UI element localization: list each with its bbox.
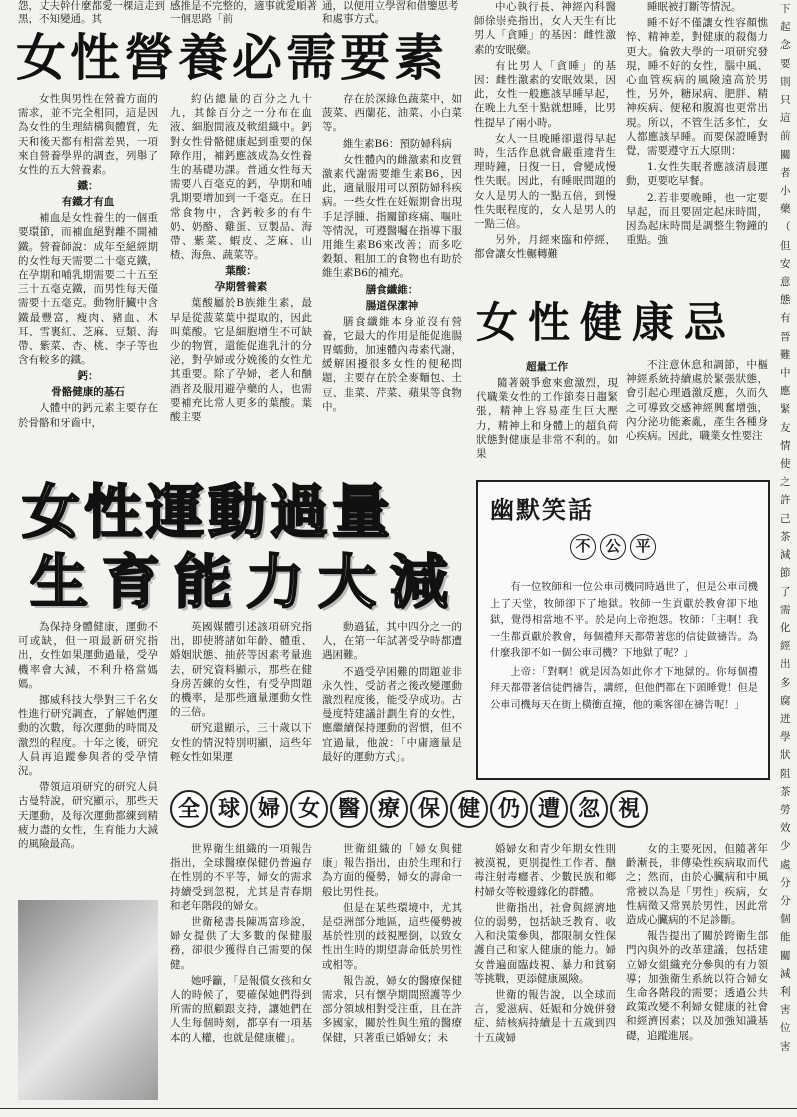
sleep-col2-top: 睡眠被打斷等情況。 xyxy=(647,1,742,13)
right-strip-char: 能 xyxy=(780,931,791,944)
right-strip-char: 緊 xyxy=(780,403,791,416)
article1-col2 xyxy=(170,92,312,472)
right-strip-char: 分 xyxy=(780,876,791,889)
right-strip-char: 害 xyxy=(780,1040,791,1053)
humor-title-char: 公 xyxy=(600,534,626,560)
article4-title-char: 婦 xyxy=(250,790,288,828)
humor-box xyxy=(476,480,770,780)
article4-title-char: 球 xyxy=(210,790,248,828)
sleep-col1-top: 中心執行長、神經內科醫師徐崇堯指出，女人天生有比男人「貪睡」的基因：雌性激素的安眠藥。 xyxy=(474,1,616,56)
right-strip-char: 關 xyxy=(780,148,791,161)
article4-col4-b: 報告提出了關於跨衛生部門內與外的改革建議，包括建立婦女組織充分參與的有力領導；加強衛生系統以符合婦女生命各階段的需要；透過公共政策改變不利婦女健康的社會和經濟因素；以及加強知識基礎，追蹤進展。 xyxy=(626,930,768,1042)
article4-col1-c: 她呼籲，「是報償女孩和女人的時候了，要確保她們得到所需的照顧跟支持，讓她們在人生每個時刻，都享有一項基本的人權，也就是健康權」。 xyxy=(170,974,312,1044)
right-strip-char: 應 xyxy=(780,385,791,398)
article3-col3-b: 不過受孕困難的問題並非永久性，受訪者之後改變運動激烈程度後，能受孕成功。古曼度特建議計劃生育的女性，應繼續保持運動的習慣，但不宜過量，他說：「中庸適量是最好的運動方式」。 xyxy=(322,665,462,763)
right-strip-char: 則 xyxy=(780,75,791,88)
right-edge-strip xyxy=(780,0,797,1110)
top-fragment-1: 怨，丈夫幹什麼都愛一棵這走到黑，不知變通。其 xyxy=(18,0,165,25)
right-strip-char: 中 xyxy=(780,367,791,380)
article1-sub-fiber: 膳食纖維： xyxy=(365,283,419,296)
article1-sub-iron: 鐵： xyxy=(77,180,99,193)
article1-title: 女性營養必需要素 xyxy=(16,29,448,87)
right-strip-char: 勞 xyxy=(780,803,791,816)
article2-title: 女性健康忌 xyxy=(476,298,737,347)
right-strip-char: 但 xyxy=(780,239,791,252)
article4-title-char: 忽 xyxy=(570,790,608,828)
article3-col2-a: 英國媒體引述該項研究指出，即使將諸如年齡、體重、婚姻狀態、抽菸等因素考量進去，研究資料顯示，那些在健身房苦練的女性，有受孕問題的機率，是那些適量運動女性的三倍。 xyxy=(170,621,312,719)
article4-col2-a: 世衛組織的「婦女與健康」報告指出，由於生理和行為方面的優勢，婦女的壽命一般比男性長。 xyxy=(322,843,462,898)
right-strip-char: 友 xyxy=(780,421,791,434)
right-strip-char: 起 xyxy=(780,21,791,34)
article1-sub-folate: 葉酸： xyxy=(225,265,257,278)
right-strip-char: 分 xyxy=(780,894,791,907)
article4-title-char: 健 xyxy=(450,790,488,828)
article2-col2-text: 不注意休息和調節，中樞神經系統持續處於緊張狀態，會引起心理過激反應，久而久之可導致交感神經興奮增強，內分泌功能紊亂，產生各種身心疾病。因此，職業女性要注 xyxy=(626,359,768,443)
article1-sub-iron-desc: 有鐵才有血 xyxy=(61,196,115,209)
article1-sub-calcium: 鈣： xyxy=(77,370,99,383)
right-strip-char: 需 xyxy=(780,603,791,616)
article4-col3 xyxy=(474,842,616,1102)
sleep-col2-c: 2.若非要晚睡，也一定要早起，而且要固定起床時間，因為起床時間是調整生物鐘的重點。強 xyxy=(626,191,768,247)
article1-b6-text: 女性體內的雌激素和皮質激素代謝需要維生素B6，因此，適量服用可以預防婦科疾病。一些女性在妊娠期會出現手足浮腫、指關節疼痛、嘔吐等情況，可遵醫囑在指導下服用維生素B6來改善；而多吃穀類、粗加工的食物也有助於維生素B6的補充。 xyxy=(322,153,462,280)
article4-title-char: 遭 xyxy=(530,790,568,828)
right-strip-char: 己 xyxy=(780,512,791,525)
article4-title-char: 視 xyxy=(610,790,648,828)
article2-col1 xyxy=(476,358,618,470)
article4-title-char: 全 xyxy=(170,790,208,828)
right-strip-char: 使 xyxy=(780,458,791,471)
right-strip-char: 者 xyxy=(780,166,791,179)
right-strip-char: 念 xyxy=(780,39,791,52)
sleep-col1 xyxy=(474,0,616,280)
article4-col1 xyxy=(170,842,312,1102)
right-strip-char: 出 xyxy=(780,658,791,671)
article4-title-char: 療 xyxy=(370,790,408,828)
article1-calcium-text: 人體中的鈣元素主要存在於骨骼和牙齒中， xyxy=(18,402,158,429)
right-strip-char: 了 xyxy=(780,585,791,598)
right-strip-char: 狀 xyxy=(780,749,791,762)
right-strip-char: 這 xyxy=(780,112,791,125)
humor-title-char: 平 xyxy=(630,534,656,560)
right-strip-char: 茶 xyxy=(780,785,791,798)
sleep-col2-a: 睡不好不僅讓女性容顏憔悴、精神差，對健康的殺傷力更大。倫敦大學的一項研究發現，睡不好的女性，腦中風、心血管疾病的風險遠高於男性，另外，糖尿病、肥胖、精神疾病、便秘和腹瀉也更常出現。所以，不管生活多忙，女人都應該早睡。而要保證睡對覺，需要遵守五大原則： xyxy=(626,17,768,158)
humor-p2: 上帝：「對啊！就是因為如此你才下地獄的。你每個禮拜天都帶著信徒們禱告，講經，但他們都在下頭睡覺！但是公車司機每天在街上橫衝直撞，他的乘客卻在禱告呢！」 xyxy=(490,666,758,711)
article4-col1-a: 世界衛生組織的一項報告指出，全球醫療保健仍普遍存在性別的不平等，婦女的需求持續受到忽視，尤其是青春期和老年階段的婦女。 xyxy=(170,843,312,912)
article3-col1-a: 為保持身體健康，運動不可或缺，但一項最新研究指出，女性如果運動過量，受孕機率會大減，不利升格當媽媽。 xyxy=(18,621,158,690)
right-strip-char: 小 xyxy=(780,185,791,198)
right-strip-char: 利 xyxy=(780,985,791,998)
top-fragment-2: 感推是不完整的，適事就愛順著一個思路「前 xyxy=(170,0,317,25)
article4-col3-b: 世衛指出，社會與經濟地位的弱勢，包括缺乏教育、收入和決策參與，都限制女性保護自己和家人健康的能力。婦女普遍面臨歧視、暴力和貧窮等挑戰，更添健康風險。 xyxy=(474,901,616,985)
right-strip-char: 有 xyxy=(780,312,791,325)
article1-intro: 女性與男性在營養方面的需求，並不完全相同，這是因為女性的生理結構與體質，先天和後天都有相當差異，一項來自營養學界的調查，列舉了女性的五大營養素。 xyxy=(18,93,158,177)
right-strip-char: 只 xyxy=(780,94,791,107)
right-strip-char: 意 xyxy=(780,276,791,289)
article4-title-char: 保 xyxy=(410,790,448,828)
right-strip-char: 藥 xyxy=(780,203,791,216)
article4-title-char: 仍 xyxy=(490,790,528,828)
right-strip-char: 經 xyxy=(780,640,791,653)
article1-fiber-text: 膳食纖維本身並沒有營養，它最大的作用是能促進腸胃蠕動，加速體內毒素代謝，緩解困擾很多女性的便秘問題，主要存在於全麥麵包、土豆、韭菜、芹菜、蘋果等食物中。 xyxy=(322,315,462,413)
article3-col2-b: 研究還顯示，三十歲以下女性的情況特別明顯，這些年輕女性如果運 xyxy=(170,722,312,763)
right-strip-char: 節 xyxy=(780,567,791,580)
article4-col2-c: 報告說，婦女的醫療保健需求，只有懷孕期間照護等少部分領域相對受注重，且在許多國家，關於性與生殖的醫療保健，只著重已婚婦女；未 xyxy=(322,974,462,1044)
article3-col2 xyxy=(170,620,312,790)
article4-col2-b: 但是在某些環境中，尤其是亞洲部分地區，這些優勢被基於性別的歧視壓倒，以致女性出生時的期望壽命低於男性或相等。 xyxy=(322,901,462,971)
article1-col3 xyxy=(322,92,462,472)
right-strip-char: 害 xyxy=(780,1004,791,1017)
article3-col1 xyxy=(18,620,158,890)
sleep-col1-c: 另外，月經來臨和停經，都會讓女性輾轉難 xyxy=(474,234,616,261)
article4-col2 xyxy=(322,842,462,1102)
right-strip-char: 處 xyxy=(780,858,791,871)
right-strip-char: 減 xyxy=(780,967,791,980)
article1-sub-fiber-desc: 腸道保潔神 xyxy=(365,299,419,312)
right-strip-char: 情 xyxy=(780,439,791,452)
humor-text xyxy=(490,580,758,776)
bottom-rule xyxy=(0,1108,797,1109)
right-strip-char: 許 xyxy=(780,494,791,507)
article1-b6-heading: 維生素B6：預防婦科病 xyxy=(343,137,452,150)
right-strip-char: 位 xyxy=(780,1022,791,1035)
right-strip-char: 之 xyxy=(780,476,791,489)
article1-sub-calcium-desc: 骨骼健康的基石 xyxy=(51,386,125,399)
right-strip-char: 腐 xyxy=(780,694,791,707)
humor-p1: 有一位牧師和一位公車司機同時過世了，但是公車司機上了天堂，牧師卻下了地獄。牧師一生貢獻於教會卻下地獄，覺得相當地不平。於是向上帝抱怨。牧師：「主啊！我一生都貢獻於教會，每個禮拜天都帶著您的信徒做禱告。為什麼我卻不如一個公車司機？下地獄了呢？」 xyxy=(490,582,758,659)
right-strip-char: 態 xyxy=(780,294,791,307)
article4-title xyxy=(170,790,770,840)
right-strip-char: 安 xyxy=(780,257,791,270)
article3-col3 xyxy=(322,620,462,790)
article2-subhead: 超量工作 xyxy=(526,361,568,373)
article4-col1-b: 世衛秘書長陳馮富珍說，婦女提供了大多數的保健服務，卻很少獲得自己需要的保健。 xyxy=(170,916,312,971)
article4-col3-a: 婚婦女和青少年期女性則被漠視，更別提性工作者、酗毒注射毒癮者、少數民族和鄉村婦女等較邊緣化的群體。 xyxy=(474,843,616,898)
sleep-col1-a: 有比男人「貪睡」的基因：雌性激素的安眠效果，因此，女性一般應該早睡早起，在晚上九至十點就想睡，比男性提早了兩小時。 xyxy=(474,59,616,129)
article2-col2 xyxy=(626,358,768,470)
right-strip-char: （ xyxy=(780,221,791,234)
humor-title xyxy=(568,534,748,568)
right-strip-char: 減 xyxy=(780,549,791,562)
sleep-col2-b: 1.女性失眠者應該清晨運動，更要吃早餐。 xyxy=(626,161,768,188)
article3-col1-c: 帶領這項研究的研究人員古曼特說，研究顯示，那些天天運動，及每次運動都練到精疲力盡的女性，生育能力大減的風險最高。 xyxy=(18,781,158,851)
article4-title-char: 醫 xyxy=(330,790,368,828)
right-strip-char: 晉 xyxy=(780,330,791,343)
right-strip-char: 學 xyxy=(780,731,791,744)
article4-title-char: 女 xyxy=(290,790,328,828)
right-strip-char: 效 xyxy=(780,822,791,835)
right-strip-char: 要 xyxy=(780,57,791,70)
humor-header: 幽默笑話 xyxy=(490,496,594,524)
right-strip-char: 茶 xyxy=(780,530,791,543)
article3-title-line2: 生育能力大減 xyxy=(30,548,463,616)
right-strip-char: 難 xyxy=(780,348,791,361)
right-strip-char: 化 xyxy=(780,621,791,634)
sleep-col1-b: 女人一旦晚睡卻還得早起時，生活作息就會嚴重違背生理時鐘，日復一日，會變成慢性失眠。因此，有睡眠問題的女人是男人的一點五倍，到慢性失眠程度的，女人是男人的一點三倍。 xyxy=(474,132,616,231)
article3-col3-a: 動過猛，其中四分之一的人，在第一年試著受孕時都遭遇困難。 xyxy=(322,621,462,662)
article4-col4-a: 女的主要死因，但隨著年齡漸長，非傳染性疾病取而代之；然而，由於心臟病和中風常被以為是「男性」疾病，女性病徵又常異於男性，因此常造成心臟病的不足診斷。 xyxy=(626,843,768,927)
article3-col1-b: 挪威科技大學對三千名女性進行研究調查，了解她們運動的次數，每次運動的時間及激烈的程度。十年之後，研究人員再追蹤參與者的受孕情況。 xyxy=(18,694,158,778)
article4-col4 xyxy=(626,842,768,1102)
article1-col2-text: 約佔總量的百分之九十九，其餘百分之一分布在血液、細胞間液及軟組織中。鈣對女性骨骼健康起到重要的保障作用，補鈣應該成為女性養生的基礎功課。普通女性每天需要八百毫克的鈣，孕期和哺乳期要增加到一千毫克。在日常食物中，含鈣較多的有牛奶、奶酪、雞蛋、豆製品、海帶、紫菜、蝦皮、芝麻、山楂、海魚、蔬菜等。 xyxy=(170,93,312,262)
right-strip-char: 個 xyxy=(780,913,791,926)
article1-folate-text: 葉酸屬於B族維生素，最早是從菠菜葉中提取的，因此叫葉酸。它是細胞增生不可缺少的物質，還能促進乳汁的分泌，對孕婦或分娩後的女性尤其重要。除了孕婦，老人和酗酒者及服用避孕藥的人，也需要補充比常人更多的葉酸。葉酸主要 xyxy=(170,297,312,424)
right-strip-char: 阻 xyxy=(780,767,791,780)
woman-photo xyxy=(18,900,158,1100)
right-strip-char: 少 xyxy=(780,840,791,853)
article2-col1-text: 隨著競爭愈來愈激烈，現代職業女性的工作節奏日趨緊張，精神上容易產生巨大壓力，精神上和身體上的超負荷狀態對健康是非常不利的。如果 xyxy=(476,377,618,461)
right-strip-char: 關 xyxy=(780,949,791,962)
right-strip-char: 前 xyxy=(780,130,791,143)
article1-sub-folate-desc: 孕期營養素 xyxy=(214,281,268,294)
article1-iron-text: 補血是女性養生的一個重要環節，而補血絕對離不開補鐵。營養師說：成年至絕經期的女性每天需要二十毫克鐵，在孕期和哺乳期需要二十五至三十五毫克鐵，而男性每天僅需要十五毫克。動物肝臟中含鐵最豐富，瘦肉、豬血、木耳、雪裏紅、芝麻、豆類、海帶、紫菜、杏、桃、李子等也含有較多的鐵。 xyxy=(18,212,158,367)
article3-title-line1: 女性運動過量 xyxy=(22,478,395,546)
humor-title-char: 不 xyxy=(570,534,596,560)
article1-col1 xyxy=(18,92,158,472)
right-strip-char: 多 xyxy=(780,676,791,689)
top-fragment-3: 通，以便用立學習和借鑒思考和處事方式。 xyxy=(322,0,459,25)
article4-col3-c: 世衛的報告說，以全球而言，愛滋病、妊娠和分娩併發症、結核病持續是十五歲到四十五歲婦 xyxy=(474,989,616,1044)
right-strip-char: 下 xyxy=(780,3,791,15)
right-strip-char: 迸 xyxy=(780,712,791,725)
sleep-col2 xyxy=(626,0,768,280)
article1-col3-text: 存在於深綠色蔬菜中，如菠菜、西蘭花、油菜、小白菜等。 xyxy=(322,93,462,134)
